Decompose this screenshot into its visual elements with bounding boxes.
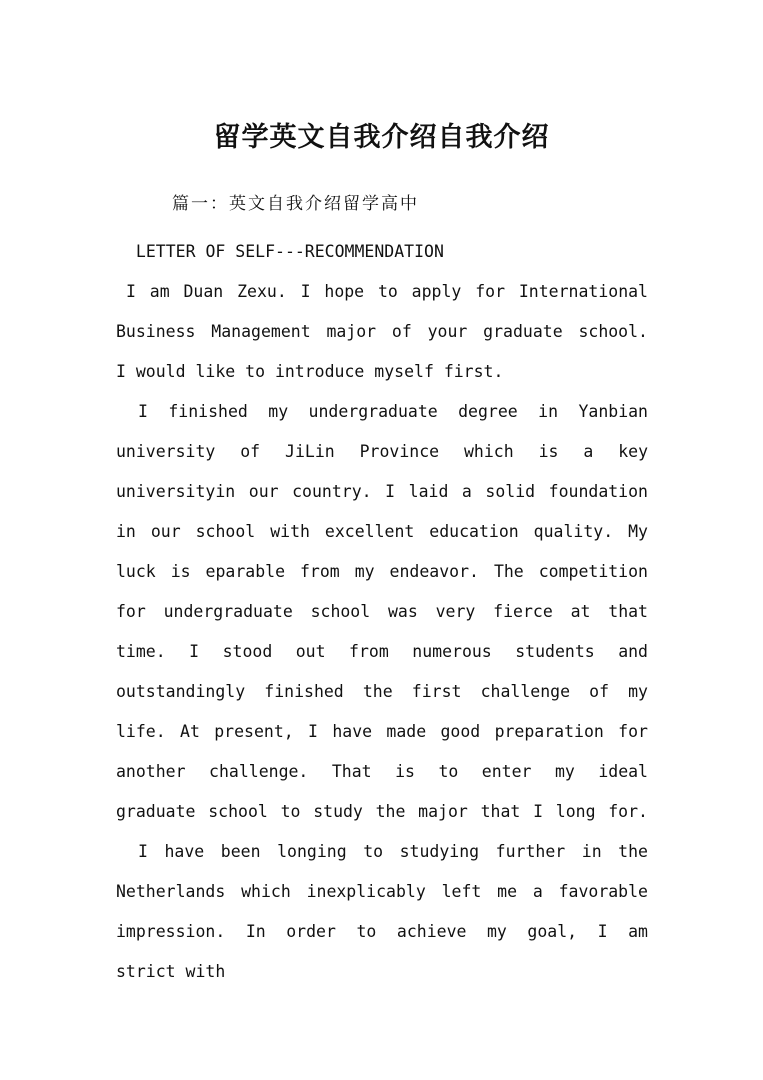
text-line: strict with	[116, 962, 226, 981]
text-line: for undergraduate school was very fierce at that	[116, 602, 648, 621]
text-line: impression. In order to achieve my goal, I am	[116, 922, 648, 941]
text-line: I finished my undergraduate degree in Yanbian	[138, 402, 648, 421]
text-line: I am Duan Zexu. I hope to apply for International	[126, 282, 648, 301]
text-line: outstandingly finished the first challenge of my	[116, 682, 648, 701]
text-line: Business Management major of your graduate school.	[116, 322, 648, 341]
text-line: luck is eparable from my endeavor. The competition	[116, 562, 648, 581]
text-line: graduate school to study the major that I long for.	[116, 802, 648, 821]
letter-heading: LETTER OF SELF---RECOMMENDATION	[126, 242, 444, 261]
text-line: another challenge. That is to enter my ideal	[116, 762, 648, 781]
text-line: in our school with excellent education quality. My	[116, 522, 648, 541]
document-subtitle: 篇一：英文自我介绍留学高中	[172, 194, 419, 214]
document-body	[116, 232, 648, 992]
text-line: I would like to introduce myself first.	[116, 362, 504, 381]
text-line: universityin our country. I laid a solid foundation	[116, 482, 648, 501]
text-line: time. I stood out from numerous students and	[116, 642, 648, 661]
text-line: Netherlands which inexplicably left me a favorable	[116, 882, 648, 901]
text-line: I have been longing to studying further in the	[138, 842, 648, 861]
text-line: life. At present, I have made good preparation for	[116, 722, 648, 741]
document-title: 留学英文自我介绍自我介绍	[213, 122, 550, 153]
text-line: university of JiLin Province which is a key	[116, 442, 648, 461]
